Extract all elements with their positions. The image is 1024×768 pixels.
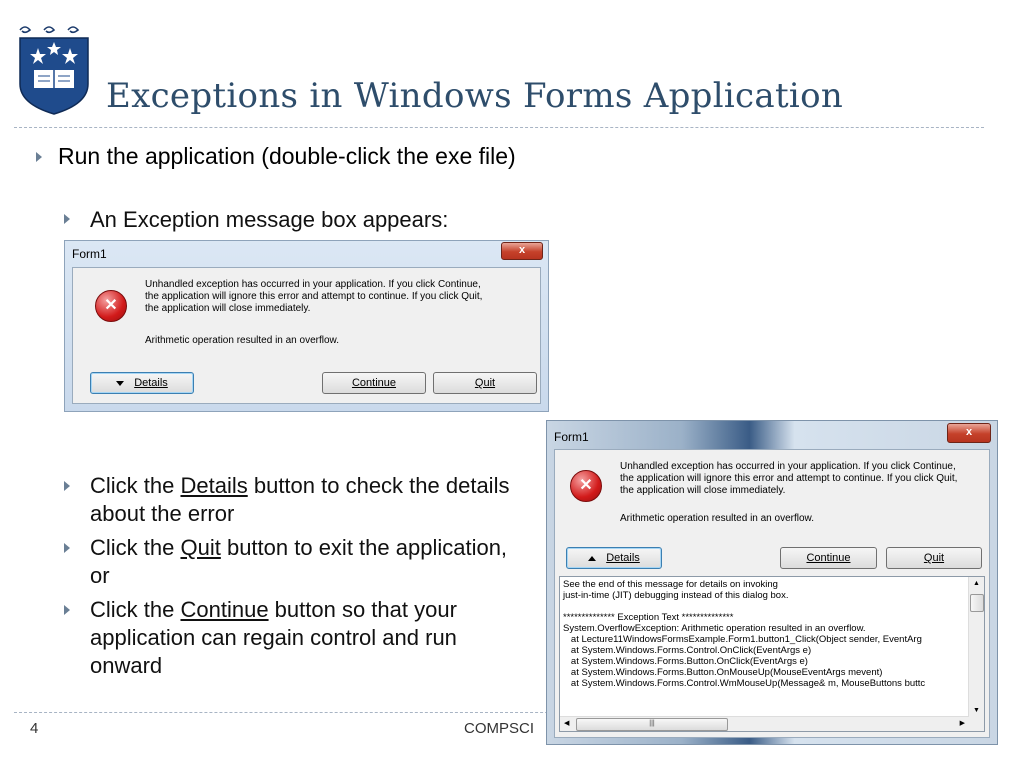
triangle-bullet-icon <box>64 543 70 553</box>
slide-title: Exceptions in Windows Forms Application <box>106 76 844 116</box>
error-x-icon: ✕ <box>95 290 127 322</box>
error-text: Arithmetic operation resulted in an overflow. <box>620 513 814 524</box>
bullet-details <box>90 472 530 528</box>
bullet-details-pre: Click the <box>90 473 181 498</box>
triangle-bullet-icon <box>64 481 70 491</box>
close-button[interactable]: x <box>947 423 991 443</box>
bullet-quit-post: button to exit the application, or <box>90 535 508 588</box>
size-grip <box>969 717 984 731</box>
bullet-quit <box>90 534 530 590</box>
dialog-caption: Form1 <box>554 430 589 444</box>
quit-label: Quit <box>474 377 496 389</box>
chevron-up-icon <box>588 556 596 561</box>
continue-label: Continue <box>806 552 851 564</box>
quit-label: Quit <box>923 552 945 564</box>
title-divider <box>14 127 984 128</box>
dialog-body <box>554 449 990 738</box>
bullet-details-key: Details <box>180 473 248 498</box>
exception-dialog-expanded <box>546 420 998 745</box>
error-text: Arithmetic operation resulted in an overflow. <box>145 335 339 346</box>
scroll-left-icon[interactable]: ◀ <box>564 720 570 727</box>
details-button[interactable] <box>566 547 662 569</box>
chevron-down-icon <box>116 381 124 386</box>
details-textbox[interactable] <box>559 576 985 732</box>
bullet-quit-key: Quit <box>180 535 221 560</box>
vertical-scrollbar[interactable] <box>968 577 984 717</box>
university-logo <box>16 24 92 120</box>
continue-button[interactable] <box>322 372 426 394</box>
details-label: Details <box>606 552 640 564</box>
bullet-quit-pre: Click the <box>90 535 181 560</box>
bullet-continue-key: Continue <box>180 597 269 622</box>
scroll-thumb[interactable] <box>970 594 984 612</box>
horizontal-scrollbar[interactable] <box>560 716 969 731</box>
scroll-down-icon[interactable]: ▼ <box>973 707 980 714</box>
bullet-details-post: button to check the details about the error <box>90 473 510 526</box>
bullet-continue <box>90 596 510 680</box>
triangle-bullet-icon <box>36 152 42 162</box>
bullet-continue-pre: Click the <box>90 597 181 622</box>
bullet-continue-post: button so that your application can regain control and run onward <box>90 597 457 678</box>
quit-button[interactable] <box>433 372 537 394</box>
page-number: 4 <box>30 720 39 737</box>
error-x-icon: ✕ <box>570 470 602 502</box>
quit-button[interactable] <box>886 547 982 569</box>
triangle-bullet-icon <box>64 605 70 615</box>
continue-button[interactable] <box>780 547 877 569</box>
exception-message: Unhandled exception has occurred in your application. If you click Continue, the application will ignore this error and attempt to continue. If you click Quit, the application will close immediately. <box>145 279 483 314</box>
bullet-message-box: An Exception message box appears: <box>90 207 449 232</box>
triangle-bullet-icon <box>64 214 70 224</box>
continue-label: Continue <box>351 377 397 389</box>
scroll-thumb[interactable]: ||| <box>576 718 728 731</box>
close-button[interactable]: x <box>501 242 543 260</box>
details-label: Details <box>134 377 168 389</box>
dialog-body <box>72 267 541 404</box>
details-button[interactable] <box>90 372 194 394</box>
exception-message: Unhandled exception has occurred in your application. If you click Continue, the application will ignore this error and attempt to continue. If you click Quit, the application will close immediately. <box>620 461 958 496</box>
dialog-caption: Form1 <box>72 247 107 261</box>
bullet-run: Run the application (double-click the exe file) <box>58 143 516 169</box>
details-text: See the end of this message for details on invoking just-in-time (JIT) debugging instead of this dialog box. ************** Exception Text ************** System.OverflowException: Arithmetic operation resulted in an overflow. at Lecture11WindowsFormsExample.Form1.button1_Click(Object sender, EventArg at System.Windows.Forms.Control.OnClick(EventArgs e) at System.Windows.Forms.Button.OnClick(EventArgs e) at System.Windows.Forms.Button.OnMouseUp(MouseEventArgs mevent) at System.Windows.Forms.Control.WmMouseUp(Message& m, MouseButtons buttc <box>563 579 926 689</box>
exception-dialog-collapsed <box>64 240 549 412</box>
footer-text: COMPSCI <box>464 720 535 737</box>
scroll-up-icon[interactable]: ▲ <box>973 580 980 587</box>
scroll-right-icon[interactable]: ▶ <box>959 720 965 727</box>
